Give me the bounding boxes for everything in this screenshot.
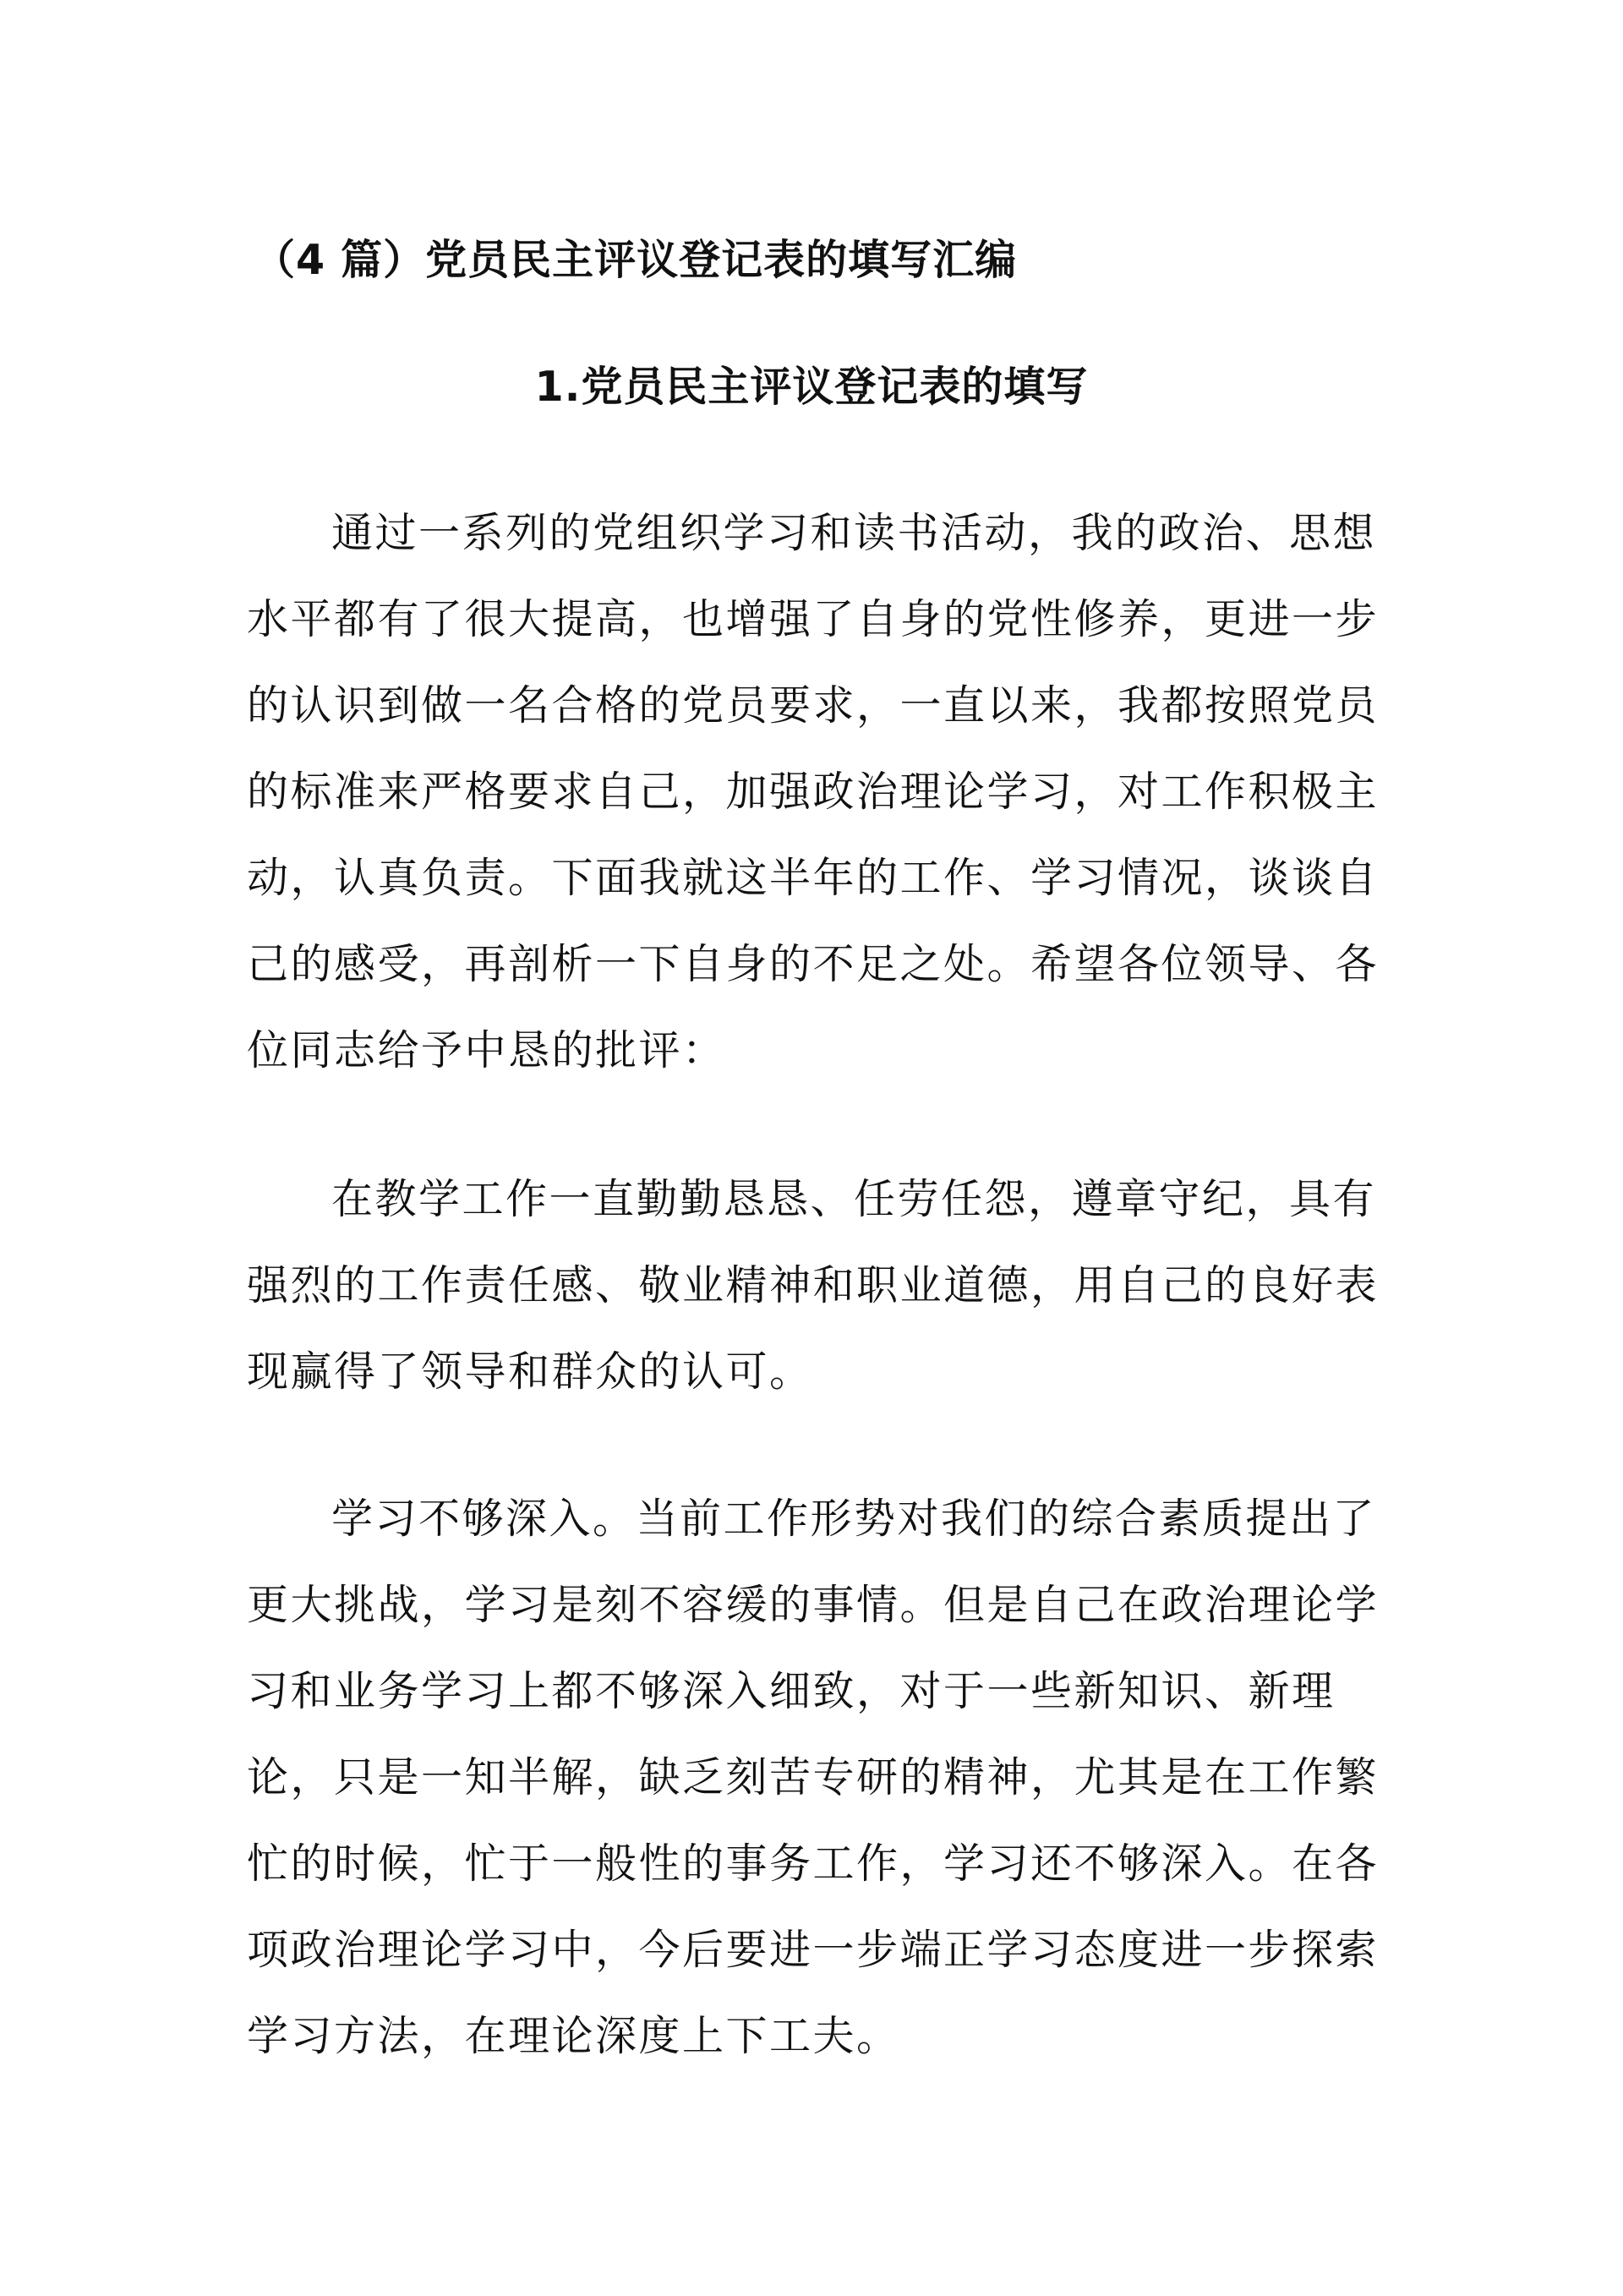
paragraph-3: 学习不够深入。当前工作形势对我们的综合素质提出了更大挑战，学习是刻不容缓的事情。但是自己在政治理论学习和业务学习上都不够深入细致，对于一些新知识、新理论，只是一知半解，缺乏刻苦专研的精神，尤其是在工作繁忙的时候，忙于一般性的事务工作，学习还不够深入。在各项政治理论学习中，今后要进一步端正学习态度进一步探索学习方法，在理论深度上下工夫。 <box>247 1495 1380 2060</box>
paragraph-2: 在教学工作一直勤勤恳恳、任劳任怨，遵章守纪，具有强烈的工作责任感、敬业精神和职业道德，用自己的良好表现赢得了领导和群众的认可。 <box>247 1175 1380 1396</box>
section-heading: 1.党员民主评议登记表的填写 <box>534 363 1089 411</box>
paragraph-1: 通过一系列的党组织学习和读书活动，我的政治、思想水平都有了很大提高，也增强了自身的党性修养，更进一步的认识到做一名合格的党员要求，一直以来，我都按照党员的标准来严格要求自己，加强政治理论学习，对工作积极主动，认真负责。下面我就这半年的工作、学习情况，谈谈自己的感受，再剖析一下自身的不足之处。希望各位领导、各位同志给予中恳的批评： <box>247 509 1380 1074</box>
document-title: （4 篇）党员民主评议登记表的填写汇编 <box>254 236 1018 284</box>
